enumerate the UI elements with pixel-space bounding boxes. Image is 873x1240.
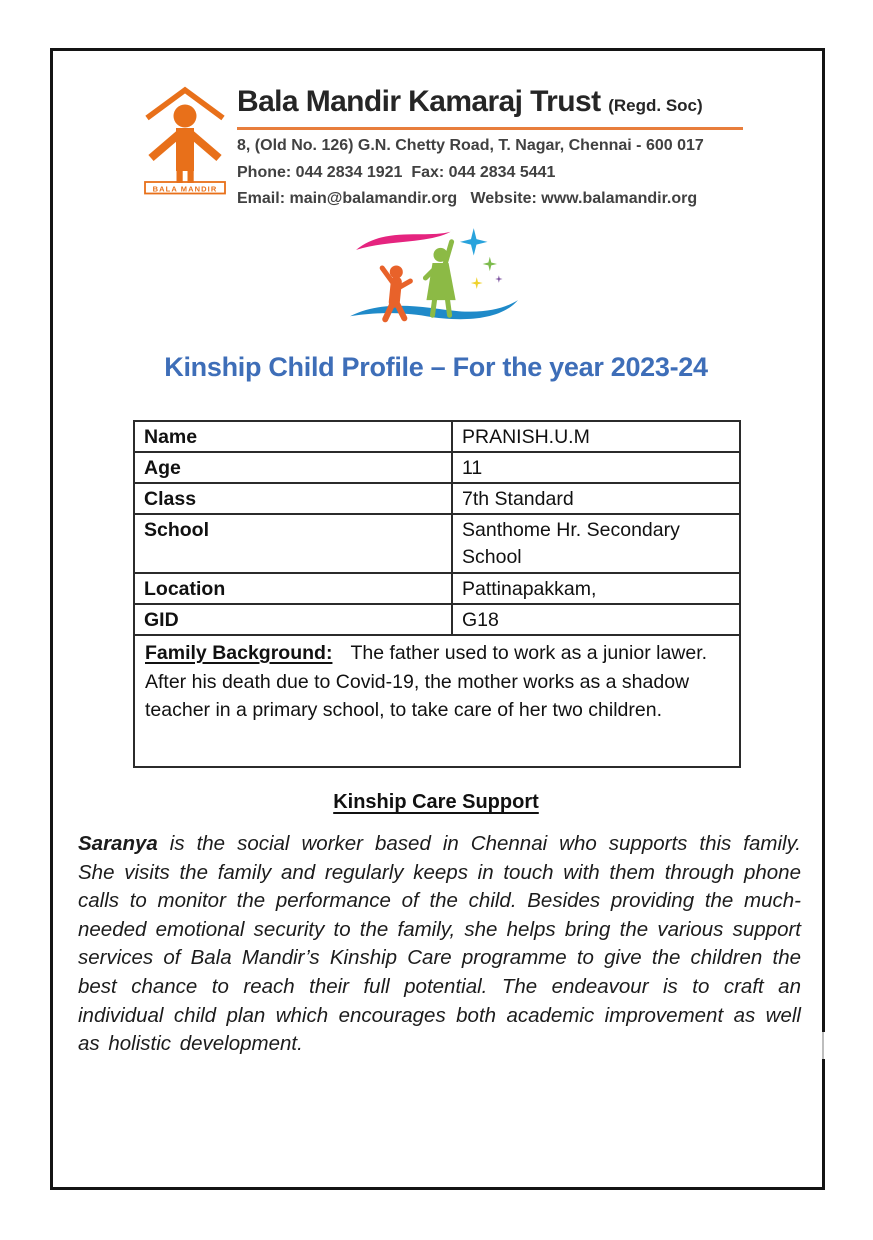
support-paragraph-text: is the social worker based in Chennai who supports this family. She visits the family and regularly keeps in touch with them through phone calls to monitor the performance of the child. Besides providing the much-needed emotional security to the family, she helps bring the various support services of Bala Mandir’s Kinship Care programme to give the children the best chance to reach their full potential. The endeavour is to craft an individual child plan which encourages both academic improvement as well as holistic development. <box>78 832 801 1056</box>
star-blue-icon <box>460 228 487 255</box>
child-green-dress <box>426 263 455 300</box>
right-border-gap-line <box>822 1032 824 1059</box>
row-label: Class <box>134 483 452 514</box>
row-value: PRANISH.U.M <box>452 421 740 452</box>
table-row-location <box>134 573 740 604</box>
child-green-leg-right <box>448 300 450 315</box>
org-phone-fax: Phone: 044 2834 1921 Fax: 044 2834 5441 <box>237 163 556 181</box>
children-illustration <box>346 211 522 335</box>
family-background-cell <box>134 635 740 767</box>
table-row-name <box>134 421 740 452</box>
org-logo <box>139 81 231 195</box>
support-section-heading <box>50 791 822 814</box>
row-value: G18 <box>452 604 740 635</box>
star-purple-icon <box>495 275 502 282</box>
star-yellow-icon <box>471 277 483 289</box>
table-row-age <box>134 452 740 483</box>
family-background-label: Family Background: <box>145 642 333 664</box>
child-green-leg-left <box>432 300 434 315</box>
logo-caption: BALA MANDIR <box>152 184 218 194</box>
row-value <box>452 514 740 573</box>
table-row-gid <box>134 604 740 635</box>
row-label: School <box>134 514 452 573</box>
org-email-website: Email: main@balamandir.org Website: www.balamandir.org <box>237 190 698 207</box>
row-label: Location <box>134 573 452 604</box>
table-row-family-background <box>134 635 740 767</box>
org-address: 8, (Old No. 126) G.N. Chetty Road, T. Nagar, Chennai - 600 017 <box>237 137 704 154</box>
header-rule <box>237 127 743 130</box>
page-title: Kinship Child Profile – For the year 2023-24 <box>164 352 708 382</box>
org-name-text: Bala Mandir Kamaraj Trust <box>237 85 601 118</box>
org-suffix: (Regd. Soc) <box>608 96 703 115</box>
family-background-text: The father used to work as a junior lawer. After his death due to Covid-19, the mother works as a shadow teacher in a primary school, to take care of her two children. <box>145 642 708 721</box>
org-header <box>237 84 743 210</box>
org-name <box>237 84 743 124</box>
child-green-figure <box>425 242 455 315</box>
table-row-school <box>134 514 740 573</box>
school-value: Santhome Hr. Secondary School <box>462 519 680 568</box>
row-value: Pattinapakkam, <box>452 573 740 604</box>
logo-person-arm-left <box>151 134 179 158</box>
row-label: Name <box>134 421 452 452</box>
row-value: 7th Standard <box>452 483 740 514</box>
logo-person-head <box>174 105 197 128</box>
support-heading-text: Kinship Care Support <box>333 791 539 813</box>
social-worker-name: Saranya <box>78 832 158 855</box>
child-green-arm-up <box>445 242 452 266</box>
table-row-class <box>134 483 740 514</box>
support-paragraph <box>78 830 801 1059</box>
row-value: 11 <box>452 452 740 483</box>
star-green-icon <box>483 257 497 271</box>
pink-swoosh <box>356 232 451 250</box>
profile-table <box>133 420 741 768</box>
row-label: Age <box>134 452 452 483</box>
logo-person-arm-right <box>191 134 219 158</box>
row-label: GID <box>134 604 452 635</box>
